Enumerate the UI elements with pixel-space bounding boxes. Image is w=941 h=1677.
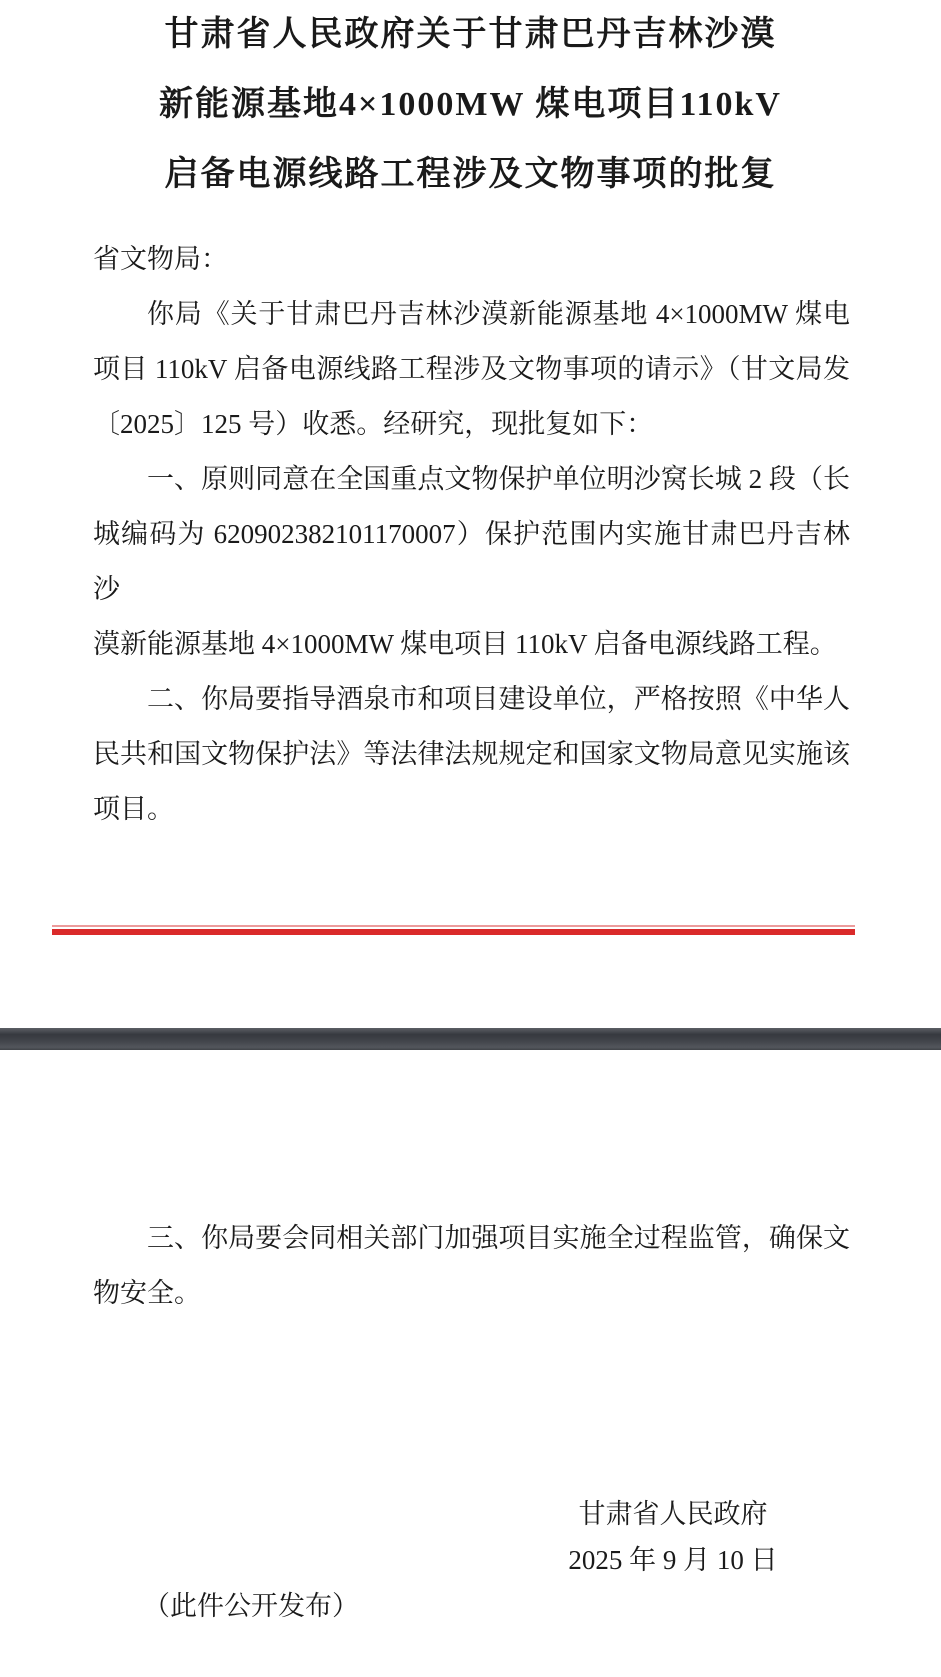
paragraph-line: 城编码为 620902382101170007）保护范围内实施甘肃巴丹吉林沙 [93,519,850,604]
signature-block [483,1491,863,1583]
paragraph-line: 〔2025〕125 号）收悉。经研究，现批复如下： [93,409,654,439]
document-title-line-2: 新能源基地4×1000MW 煤电项目110kV [159,86,782,123]
paragraph-line: 民共和国文物保护法》等法律法规规定和国家文物局意见实施该 [93,739,850,769]
paragraph-line: 你局《关于甘肃巴丹吉林沙漠新能源基地 4×1000MW 煤电 [147,299,850,329]
paragraph-line: 漠新能源基地 4×1000MW 煤电项目 110kV 启备电源线路工程。 [93,629,837,659]
document-body-page-1 [93,232,850,837]
document-title-line-1: 甘肃省人民政府关于甘肃巴丹吉林沙漠 [164,16,777,53]
document-body-page-2 [93,1211,850,1583]
paragraph-line: 三、你局要会同相关部门加强项目实施全过程监管，确保文 [147,1223,850,1253]
paragraph-line: 物安全。 [93,1278,201,1308]
paragraph-3 [93,672,850,837]
paragraph-2 [93,452,850,672]
document-title [0,0,941,210]
signature-date: 2025 年 9 月 10 日 [568,1545,778,1575]
red-separator-thick-line [52,929,855,935]
public-release-note: （此件公开发布） [143,1591,359,1621]
page-gap-bar [0,1028,941,1050]
red-separator [52,925,855,935]
signature-issuer: 甘肃省人民政府 [578,1499,768,1529]
document-title-line-3: 启备电源线路工程涉及文物事项的批复 [164,156,777,193]
paragraph-4 [93,1211,850,1321]
paragraph-line: 二、你局要指导酒泉市和项目建设单位，严格按照《中华人 [147,684,850,714]
paragraph-1 [93,287,850,452]
paragraph-line: 项目。 [93,794,174,824]
salutation: 省文物局： [93,244,228,274]
paragraph-line: 一、原则同意在全国重点文物保护单位明沙窝长城 2 段（长 [147,464,850,494]
paragraph-line: 项目 110kV 启备电源线路工程涉及文物事项的请示》（甘文局发 [93,354,850,384]
